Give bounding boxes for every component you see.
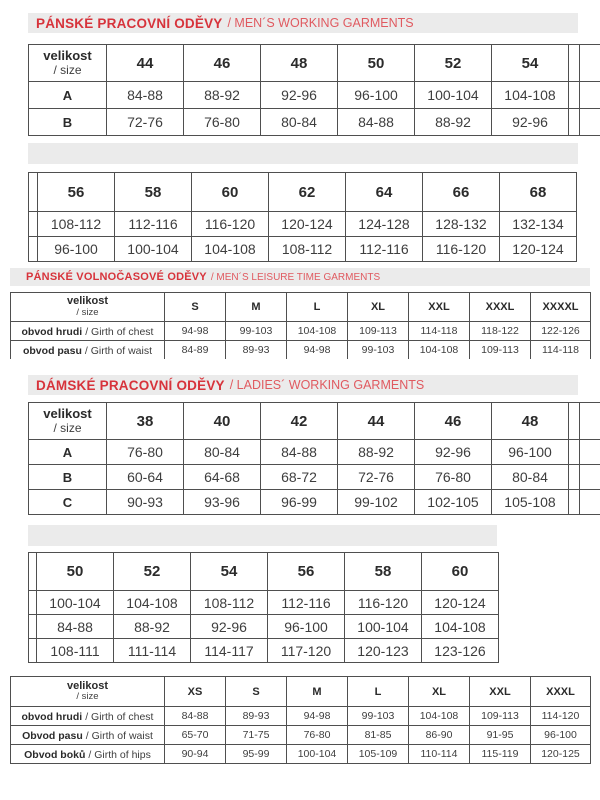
size-column-header: 54 xyxy=(492,45,569,82)
row-label-en: / Girth of chest xyxy=(85,326,154,338)
size-cell: 111-114 xyxy=(114,639,191,663)
size-column-header: 56 xyxy=(268,553,345,591)
size-cell: 96-100 xyxy=(338,82,415,109)
size-cell: 120-124 xyxy=(422,591,499,615)
row-label-cz: obvod pasu xyxy=(22,345,82,357)
row-label-cz: obvod hrudi xyxy=(21,711,83,723)
size-cell: 124-128 xyxy=(346,212,423,237)
row-label: B xyxy=(29,465,107,490)
size-cell: 65-70 xyxy=(165,726,226,745)
size-cell: 123-126 xyxy=(422,639,499,663)
row-label-en: / Girth of waist xyxy=(85,730,153,742)
table-ladies-working-sizes-38-48 xyxy=(28,402,600,518)
size-cell: 109-113 xyxy=(470,341,531,360)
row-label-en: / Girth of waist xyxy=(84,345,153,357)
size-cell: 72-76 xyxy=(107,109,184,136)
size-header-line1: velikost xyxy=(67,679,108,692)
table-row xyxy=(29,591,499,615)
clipped-cell xyxy=(29,615,37,639)
size-cell: 92-96 xyxy=(492,109,569,136)
size-cell: 100-104 xyxy=(115,237,192,262)
size-cell: 122-126 xyxy=(531,322,591,341)
size-column-header: 54 xyxy=(191,553,268,591)
size-header-label xyxy=(29,403,107,440)
size-column-header: 58 xyxy=(345,553,422,591)
table-row xyxy=(29,490,600,515)
size-column-header: M xyxy=(226,293,287,322)
size-cell: 86-90 xyxy=(409,726,470,745)
size-cell: 120-123 xyxy=(345,639,422,663)
size-cell: 108-112 xyxy=(191,591,268,615)
table-mens-working-sizes-44-54 xyxy=(28,44,600,140)
clipped-cell xyxy=(580,465,600,490)
size-table xyxy=(28,44,600,136)
size-column-header: S xyxy=(226,677,287,707)
row-label: B xyxy=(29,109,107,136)
size-cell: 88-92 xyxy=(338,440,415,465)
table-row xyxy=(11,726,591,745)
size-cell: 105-108 xyxy=(492,490,569,515)
clipped-cell xyxy=(29,212,38,237)
size-table xyxy=(10,292,591,359)
size-header-line2: / size xyxy=(53,420,82,435)
size-cell: 109-113 xyxy=(470,707,531,726)
size-cell: 112-116 xyxy=(115,212,192,237)
clipped-cell xyxy=(569,465,580,490)
size-cell: 120-125 xyxy=(531,745,591,764)
row-label xyxy=(11,726,165,745)
divider-bar xyxy=(28,525,497,546)
row-label: A xyxy=(29,440,107,465)
size-cell: 114-120 xyxy=(531,707,591,726)
size-column-header: XXXL xyxy=(531,677,591,707)
size-column-header: 50 xyxy=(338,45,415,82)
size-cell: 94-98 xyxy=(165,322,226,341)
size-cell: 96-100 xyxy=(531,726,591,745)
table-row xyxy=(29,237,577,262)
section-title-cz: PÁNSKÉ PRACOVNÍ ODĚVY xyxy=(36,15,223,31)
size-column-header: XS xyxy=(165,677,226,707)
size-cell: 92-96 xyxy=(261,82,338,109)
row-label-cz: obvod hrudi xyxy=(21,326,83,338)
table-row xyxy=(29,639,499,663)
size-header-line1: velikost xyxy=(67,295,108,308)
size-column-header: 38 xyxy=(107,403,184,440)
size-header-line2: / size xyxy=(53,62,82,77)
size-cell: 92-96 xyxy=(415,440,492,465)
size-cell: 91-95 xyxy=(470,726,531,745)
size-cell: 88-92 xyxy=(415,109,492,136)
size-cell: 90-93 xyxy=(107,490,184,515)
size-cell: 68-72 xyxy=(261,465,338,490)
clipped-cell xyxy=(29,639,37,663)
table-row xyxy=(29,465,600,490)
size-cell: 99-103 xyxy=(348,341,409,360)
size-table xyxy=(10,676,591,764)
size-cell: 102-105 xyxy=(415,490,492,515)
table-row xyxy=(11,745,591,764)
size-cell: 84-88 xyxy=(261,440,338,465)
size-header-label xyxy=(11,677,165,707)
size-cell: 108-112 xyxy=(38,212,115,237)
size-cell: 93-96 xyxy=(184,490,261,515)
size-header-label xyxy=(29,45,107,82)
size-cell: 104-108 xyxy=(287,322,348,341)
size-cell: 100-104 xyxy=(415,82,492,109)
size-header-line1: velikost xyxy=(43,405,92,421)
size-cell: 100-104 xyxy=(345,615,422,639)
size-cell: 104-108 xyxy=(114,591,191,615)
size-cell: 89-93 xyxy=(226,707,287,726)
size-cell: 96-100 xyxy=(492,440,569,465)
size-header-line2: / size xyxy=(76,306,99,318)
size-cell: 81-85 xyxy=(348,726,409,745)
size-cell: 76-80 xyxy=(415,465,492,490)
size-cell: 114-117 xyxy=(191,639,268,663)
size-column-header: 52 xyxy=(415,45,492,82)
size-column-header: XXL xyxy=(470,677,531,707)
size-cell: 114-118 xyxy=(531,341,591,360)
size-cell: 116-120 xyxy=(345,591,422,615)
size-cell: 116-120 xyxy=(192,212,269,237)
clipped-cell xyxy=(580,440,600,465)
size-cell: 94-98 xyxy=(287,707,348,726)
size-cell: 84-88 xyxy=(338,109,415,136)
size-cell: 132-134 xyxy=(500,212,577,237)
size-cell: 114-118 xyxy=(409,322,470,341)
size-cell: 115-119 xyxy=(470,745,531,764)
table-row xyxy=(11,707,591,726)
size-column-header: 46 xyxy=(184,45,261,82)
size-cell: 76-80 xyxy=(287,726,348,745)
clipped-cell xyxy=(569,440,580,465)
row-label-en: / Girth of chest xyxy=(85,711,154,723)
size-column-header: 48 xyxy=(261,45,338,82)
size-cell: 92-96 xyxy=(191,615,268,639)
size-column-header: 52 xyxy=(114,553,191,591)
clipped-cell xyxy=(580,490,600,515)
size-cell: 84-89 xyxy=(165,341,226,360)
row-label: C xyxy=(29,490,107,515)
size-cell: 89-93 xyxy=(226,341,287,360)
size-cell: 64-68 xyxy=(184,465,261,490)
size-cell: 76-80 xyxy=(184,109,261,136)
row-label: A xyxy=(29,82,107,109)
section-header-mens-working xyxy=(28,13,578,33)
size-cell: 104-108 xyxy=(409,341,470,360)
size-cell: 60-64 xyxy=(107,465,184,490)
size-cell: 80-84 xyxy=(492,465,569,490)
clipped-cell xyxy=(569,490,580,515)
size-cell: 117-120 xyxy=(268,639,345,663)
table-row xyxy=(29,212,577,237)
clipped-cell xyxy=(580,109,600,136)
size-column-header: 64 xyxy=(346,173,423,212)
clipped-cell xyxy=(569,82,580,109)
size-column-header: XXXXL xyxy=(531,293,591,322)
size-header-line2: / size xyxy=(76,691,99,703)
size-cell: 128-132 xyxy=(423,212,500,237)
size-column-header: S xyxy=(165,293,226,322)
size-column-header: XL xyxy=(348,293,409,322)
size-cell: 71-75 xyxy=(226,726,287,745)
row-label xyxy=(11,322,165,341)
size-cell: 96-100 xyxy=(268,615,345,639)
table-row xyxy=(11,341,591,360)
row-label xyxy=(11,341,165,360)
size-cell: 108-111 xyxy=(37,639,114,663)
clipped-cell xyxy=(29,173,38,212)
size-cell: 100-104 xyxy=(37,591,114,615)
divider-bar xyxy=(28,143,578,164)
size-cell: 95-99 xyxy=(226,745,287,764)
size-cell: 100-104 xyxy=(287,745,348,764)
size-cell: 76-80 xyxy=(107,440,184,465)
table-row xyxy=(29,440,600,465)
size-column-header: 46 xyxy=(415,403,492,440)
size-cell: 108-112 xyxy=(269,237,346,262)
section-header-ladies-working xyxy=(28,375,578,395)
size-column-header: XL xyxy=(409,677,470,707)
section-title-cz: PÁNSKÉ VOLNOČASOVÉ ODĚVY xyxy=(26,271,207,283)
size-table xyxy=(28,172,577,262)
size-cell: 80-84 xyxy=(261,109,338,136)
size-column-header: 62 xyxy=(269,173,346,212)
section-title-en: / MEN´S LEISURE TIME GARMENTS xyxy=(210,271,381,283)
size-column-header: XXXL xyxy=(470,293,531,322)
section-title-cz: DÁMSKÉ PRACOVNÍ ODĚVY xyxy=(36,377,225,393)
row-label-cz: Obvod boků xyxy=(24,749,86,761)
size-cell: 99-103 xyxy=(226,322,287,341)
size-cell: 120-124 xyxy=(500,237,577,262)
size-cell: 96-99 xyxy=(261,490,338,515)
clipped-cell xyxy=(29,237,38,262)
clipped-cell xyxy=(569,45,580,82)
size-header-label xyxy=(11,293,165,322)
size-cell: 110-114 xyxy=(409,745,470,764)
size-column-header: M xyxy=(287,677,348,707)
section-header-mens-leisure xyxy=(10,268,590,286)
size-cell: 84-88 xyxy=(107,82,184,109)
size-cell: 104-108 xyxy=(409,707,470,726)
size-cell: 105-109 xyxy=(348,745,409,764)
size-header-line1: velikost xyxy=(43,47,92,63)
size-column-header: 42 xyxy=(261,403,338,440)
table-row xyxy=(29,615,499,639)
size-column-header: L xyxy=(348,677,409,707)
section-title-en: / MEN´S WORKING GARMENTS xyxy=(227,16,414,30)
row-label xyxy=(11,745,165,764)
size-cell: 72-76 xyxy=(338,465,415,490)
size-cell: 104-108 xyxy=(192,237,269,262)
table-row xyxy=(29,109,600,136)
clipped-cell xyxy=(569,109,580,136)
size-cell: 84-88 xyxy=(165,707,226,726)
size-cell: 99-103 xyxy=(348,707,409,726)
size-cell: 88-92 xyxy=(184,82,261,109)
size-column-header: 44 xyxy=(338,403,415,440)
size-cell: 112-116 xyxy=(346,237,423,262)
table-mens-leisure-sizes xyxy=(10,292,594,359)
size-cell: 90-94 xyxy=(165,745,226,764)
size-cell: 99-102 xyxy=(338,490,415,515)
size-cell: 120-124 xyxy=(269,212,346,237)
size-column-header: 44 xyxy=(107,45,184,82)
size-column-header: 60 xyxy=(422,553,499,591)
size-column-header: 40 xyxy=(184,403,261,440)
table-ladies-letter-sizes xyxy=(10,676,594,767)
size-cell: 116-120 xyxy=(423,237,500,262)
clipped-cell xyxy=(29,591,37,615)
clipped-cell xyxy=(29,553,37,591)
size-table xyxy=(28,402,600,515)
table-ladies-working-sizes-50-60 xyxy=(28,552,502,666)
table-row xyxy=(11,322,591,341)
size-column-header: L xyxy=(287,293,348,322)
row-label-cz: Obvod pasu xyxy=(22,730,83,742)
size-cell: 88-92 xyxy=(114,615,191,639)
size-column-header: 60 xyxy=(192,173,269,212)
size-cell: 104-108 xyxy=(492,82,569,109)
size-table xyxy=(28,552,499,663)
table-mens-working-sizes-56-68 xyxy=(28,172,580,266)
table-row xyxy=(29,82,600,109)
size-column-header: 48 xyxy=(492,403,569,440)
size-cell: 80-84 xyxy=(184,440,261,465)
section-title-en: / LADIES´ WORKING GARMENTS xyxy=(229,378,425,392)
size-column-header: 58 xyxy=(115,173,192,212)
size-cell: 96-100 xyxy=(38,237,115,262)
size-cell: 94-98 xyxy=(287,341,348,360)
row-label-en: / Girth of hips xyxy=(88,749,151,761)
size-column-header: 68 xyxy=(500,173,577,212)
clipped-cell xyxy=(580,45,600,82)
clipped-cell xyxy=(580,82,600,109)
size-column-header: XXL xyxy=(409,293,470,322)
row-label xyxy=(11,707,165,726)
clipped-cell xyxy=(580,403,600,440)
size-column-header: 50 xyxy=(37,553,114,591)
size-column-header: 66 xyxy=(423,173,500,212)
size-cell: 84-88 xyxy=(37,615,114,639)
size-cell: 104-108 xyxy=(422,615,499,639)
clipped-cell xyxy=(569,403,580,440)
size-cell: 112-116 xyxy=(268,591,345,615)
size-column-header: 56 xyxy=(38,173,115,212)
size-cell: 109-113 xyxy=(348,322,409,341)
size-cell: 118-122 xyxy=(470,322,531,341)
